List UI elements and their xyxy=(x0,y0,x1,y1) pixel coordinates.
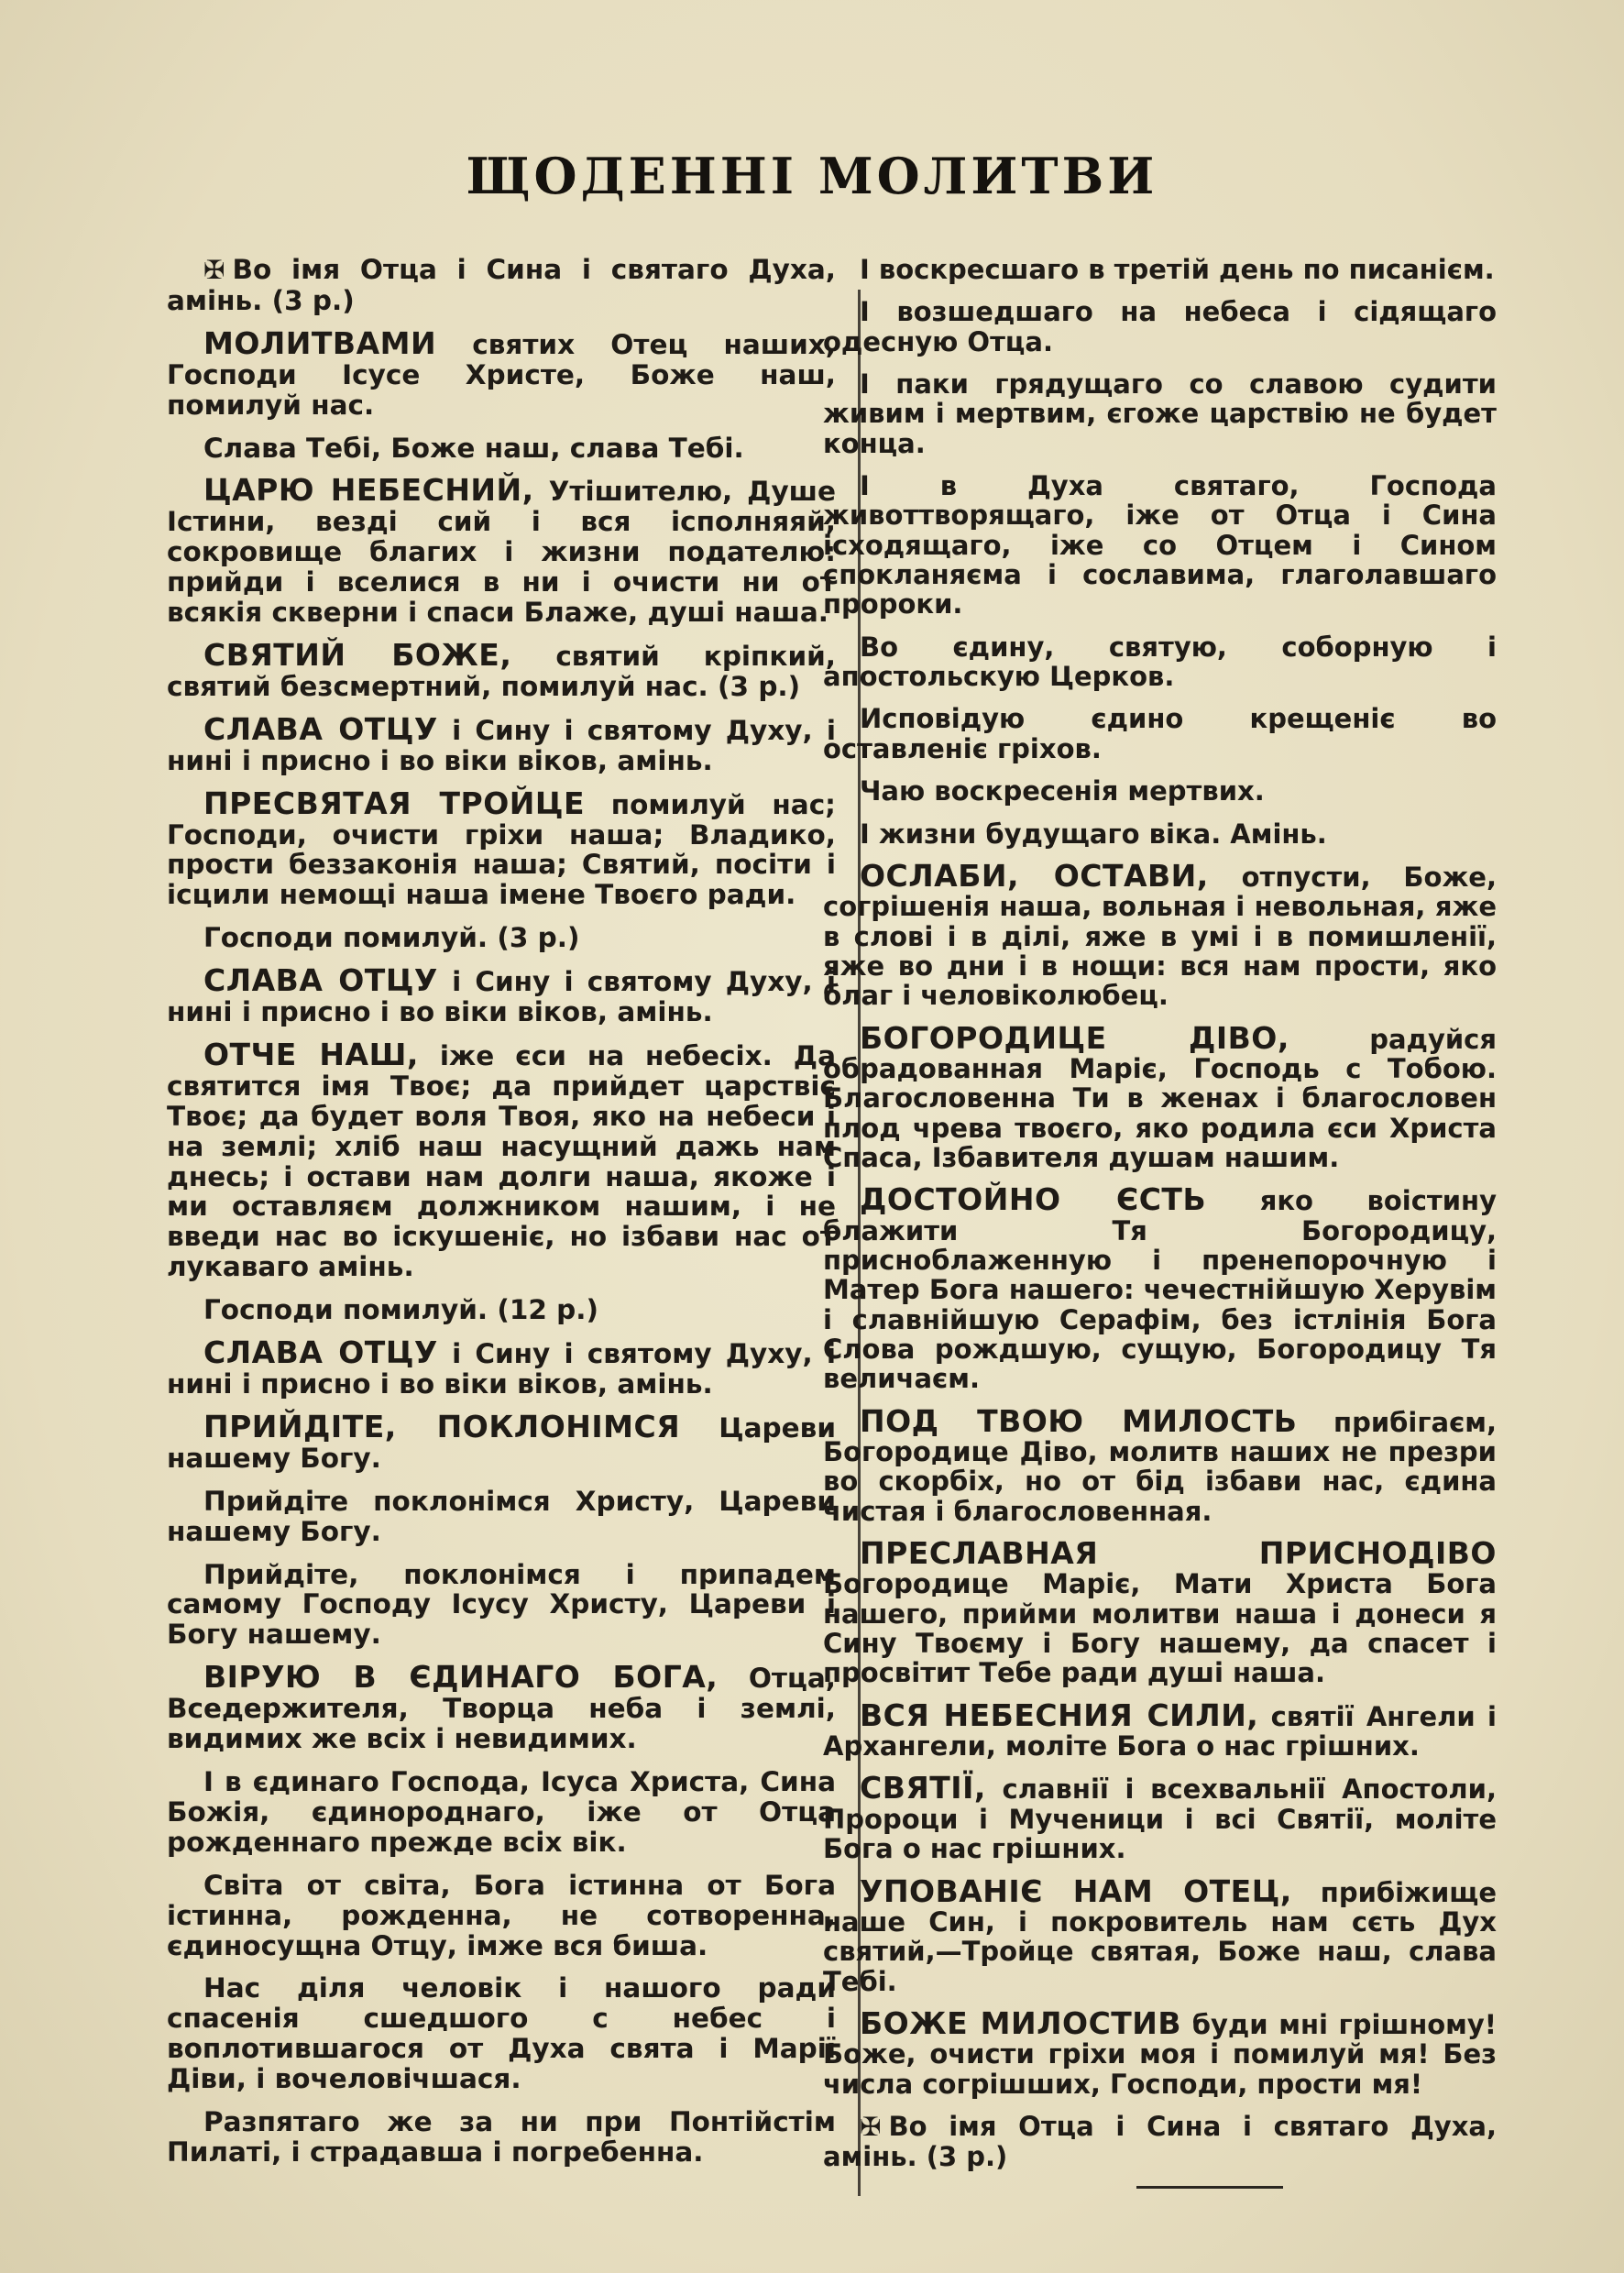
prayer-paragraph xyxy=(167,710,836,776)
prayer-text: святий кріпкий, святий безсмертний, помилуй нас. (3 р.) xyxy=(167,640,836,702)
prayer-text: іже єси на небесіх. Да святится імя Твоє; да прийдет царствіє Твоє; да будет воля Твоя, яко на небеси і на землі; хліб наш насущний дажь нам днесь; і остави нам долги наша, якоже і ми оставляєм должником нашим, і не введи нас во іскушеніє, но ізбави нас от лукаваго амінь. xyxy=(167,1039,836,1283)
prayer-text: і Сину і святому Духу, і нині і присно і во віки віков, амінь. xyxy=(167,1338,836,1400)
prayer-text: Богородице Маріє, Мати Христа Бога нашего, прийми молитви наша і донеси я Сину Твоєму і Богу нашему, да спасет і просвітит Тебе ради душі наша. xyxy=(823,1568,1497,1689)
prayer-text: славнії і всехвальнії Апостоли, Пророци і Мученици і всі Святії, моліте Бога о нас грішних. xyxy=(823,1773,1497,1865)
prayer-text: прибіжище наше Син, і покровитель нам сєть Дух святий,—Тройце святая, Боже наш, слава Тебі. xyxy=(823,1876,1497,1997)
prayer-text: Во імя Отца і Сина і святаго Духа, амінь. (3 р.) xyxy=(167,254,836,316)
prayer-text: Во імя Отца і Сина і святаго Духа, амінь. (3 р.) xyxy=(823,2110,1497,2173)
prayer-paragraph xyxy=(167,1487,836,1547)
prayer-text: Світа от світа, Бога істинна от Бога істинна, рожденна, не сотворенна, єдиносущна Отцу, імже вся биша. xyxy=(167,1869,836,1961)
prayer-text: буди мні грішному! Боже, очисти гріхи моя і помилуй мя! Без числа согрішших, Господи, прости мя! xyxy=(823,2008,1497,2100)
prayer-paragraph xyxy=(167,1334,836,1400)
prayer-heading: СЛАВА ОТЦУ xyxy=(203,1334,438,1371)
prayer-heading: ОСЛАБИ, ОСТАВИ, xyxy=(860,857,1209,894)
prayer-heading: МОЛИТВАМИ xyxy=(203,324,437,361)
prayer-heading: ОТЧЕ НАШ, xyxy=(203,1036,419,1072)
prayer-heading: ДОСТОЙНО ЄСТЬ xyxy=(860,1181,1207,1218)
prayer-text: радуйся обрадованная Маріє, Господь с Тобою. Благословенна Ти в женах і благословен плод чрева твоєго, яко родила єси Христа Спаса, Ізбавителя душам нашим. xyxy=(823,1023,1497,1173)
prayer-text: Исповідую єдино крещеніє во оставленіє гріхов. xyxy=(823,703,1497,764)
prayer-text: Господи помилуй. (12 р.) xyxy=(203,1294,598,1326)
prayer-paragraph xyxy=(823,1770,1497,1865)
prayer-paragraph xyxy=(167,2107,836,2168)
prayer-text: і Сину і святому Духу, і нині і присно і во віки віков, амінь. xyxy=(167,714,836,776)
prayer-paragraph xyxy=(167,1560,836,1651)
prayer-paragraph xyxy=(823,1181,1497,1395)
prayer-text: Нас діля человік і нашого ради спасенія сшедшого с небес і воплотившагося от Духа свята і Марії Діви, і вочеловічшася. xyxy=(167,1972,836,2095)
prayer-text: святих Отец наших, Господи Ісусе Христе, Боже наш, помилуй нас. xyxy=(167,328,836,421)
closing-rule xyxy=(1136,2186,1283,2189)
prayer-heading: СВЯТИЙ БОЖЕ, xyxy=(203,636,512,673)
prayer-heading: ЦАРЮ НЕБЕСНИЙ, xyxy=(203,472,534,509)
prayer-text: помилуй нас; Господи, очисти гріхи наша; Владико, прости беззаконія наша; Святий, посіти і ісцили немощі наша імене Твоєго ради. xyxy=(167,788,836,911)
prayer-paragraph xyxy=(823,1402,1497,1527)
prayer-text: Господи помилуй. (3 р.) xyxy=(203,922,580,954)
prayer-text: отпусти, Боже, согрішенія наша, вольная і невольная, яже в слові і в ділі, яже в умі і в помишленії, яже во дни і в нощи: вся нам прости, яко благ і человіколюбец. xyxy=(823,861,1497,1012)
prayer-paragraph xyxy=(167,785,836,911)
prayer-text: І воскресшаго в третій день по писанієм. xyxy=(860,254,1495,285)
prayer-paragraph xyxy=(167,255,836,316)
prayer-paragraph xyxy=(823,632,1497,692)
prayer-text: Цареви нашему Богу. xyxy=(167,1411,836,1474)
prayer-paragraph xyxy=(167,1295,836,1325)
prayer-text: і Сину і святому Духу, і нині і присно і во віки віков, амінь. xyxy=(167,966,836,1028)
prayer-paragraph xyxy=(167,1871,836,1961)
prayer-heading: БОГОРОДИЦЕ ДІВО, xyxy=(860,1019,1289,1056)
prayer-paragraph xyxy=(167,1767,836,1858)
prayer-paragraph xyxy=(823,2004,1497,2100)
prayer-paragraph xyxy=(823,1872,1497,1997)
prayer-paragraph xyxy=(823,1019,1497,1173)
prayer-paragraph xyxy=(823,819,1497,849)
prayer-text: святії Ангели і Архангели, моліте Бога о нас грішних. xyxy=(823,1700,1497,1762)
prayer-heading: УПОВАНІЄ НАМ ОТЕЦ, xyxy=(860,1872,1292,1909)
prayer-text: Утішителю, Душе Істини, везді сий і вся ісполняяй, сокровище благих і жизни подателю: прийди і вселися в ни і очисти ни от всякія скверни і спаси Блаже, душі наша. xyxy=(167,476,837,629)
prayer-heading: ВІРУЮ В ЄДИНАГО БОГА, xyxy=(203,1659,719,1696)
prayer-paragraph xyxy=(823,1697,1497,1762)
prayer-paragraph xyxy=(167,472,837,629)
prayer-text: Отца, Вседержителя, Творца неба і землі, видимих же всіх і невидимих. xyxy=(167,1663,836,1755)
prayer-paragraph xyxy=(823,857,1497,1012)
prayer-text: І в Духа святаго, Господа животтворящаго, іже от Отца і Сина ісходящаго, іже со Отцем і Сином спокланяєма і сославима, глаголавшаго пророки. xyxy=(823,470,1497,620)
left-column xyxy=(167,255,836,2180)
prayer-text: І жизни будущаго віка. Амінь. xyxy=(860,818,1327,850)
prayer-paragraph xyxy=(823,369,1497,458)
prayer-text: І в єдинаго Господа, Ісуса Христа, Сина Божія, єдинороднаго, іже от Отца рожденнаго прежде всіх вік. xyxy=(167,1765,836,1858)
prayer-heading: СЛАВА ОТЦУ xyxy=(203,710,438,747)
prayer-text: Во єдину, святую, соборную і апостольскую Церков. xyxy=(823,631,1497,693)
prayer-paragraph xyxy=(167,324,836,421)
prayer-paragraph xyxy=(167,1408,836,1474)
prayer-text: Разпятаго же за ни при Понтійстім Пилаті, і страдавша і погребенна. xyxy=(167,2106,836,2168)
cross-icon: ✠ xyxy=(860,2111,882,2142)
prayer-paragraph xyxy=(167,923,836,953)
prayer-paragraph xyxy=(167,1659,836,1755)
prayer-paragraph xyxy=(167,636,836,702)
prayer-heading: ПРИЙДІТЕ, ПОКЛОНІМСЯ xyxy=(203,1408,681,1444)
prayer-text: Чаю воскресенія мертвих. xyxy=(860,775,1265,807)
prayer-paragraph xyxy=(167,1973,836,2094)
right-column xyxy=(823,255,1497,2185)
prayer-paragraph xyxy=(823,1535,1497,1689)
prayer-heading: БОЖЕ МИЛОСТИВ xyxy=(860,2004,1182,2041)
prayer-paragraph xyxy=(823,2112,1497,2172)
prayer-heading: ПРЕСЛАВНАЯ ПРИСНОДІВО xyxy=(860,1535,1497,1572)
page-title: ЩОДЕННІ МОЛИТВИ xyxy=(466,147,1158,205)
prayer-text: Прийдіте, поклонімся і припадем самому Господу Ісусу Христу, Цареви і Богу нашему. xyxy=(167,1558,836,1651)
prayer-paragraph xyxy=(823,255,1497,284)
prayer-heading: СЛАВА ОТЦУ xyxy=(203,962,438,999)
prayer-paragraph xyxy=(823,297,1497,357)
prayer-paragraph xyxy=(823,471,1497,620)
prayer-paragraph xyxy=(167,962,836,1028)
prayer-text: Слава Тебі, Боже наш, слава Тебі. xyxy=(203,432,744,464)
prayer-heading: ПОД ТВОЮ МИЛОСТЬ xyxy=(860,1402,1298,1439)
prayer-paragraph xyxy=(167,434,836,464)
prayer-text: яко воістину блажити Тя Богородицу, присноблаженную і пренепорочную і Матер Бога нашего: чечестнійшую Херувім і славнійшую Серафім, без істлінія Бога Слова рождшую, сущую, Богородицу Тя величаєм. xyxy=(823,1185,1497,1395)
prayer-text: І возшедшаго на небеса і сідящаго одесную Отца. xyxy=(823,296,1497,357)
cross-icon: ✠ xyxy=(203,255,225,285)
prayer-paragraph xyxy=(167,1036,836,1283)
prayer-paragraph xyxy=(823,776,1497,806)
prayer-text: прибігаєм, Богородице Діво, молитв наших не презри во скорбіх, но от бід ізбави нас, єдина чистая і благословенная. xyxy=(823,1406,1497,1527)
prayer-paragraph xyxy=(823,704,1497,763)
prayer-heading: ВСЯ НЕБЕСНИЯ СИЛИ, xyxy=(860,1697,1259,1733)
prayer-heading: ПРЕСВЯТАЯ ТРОЙЦЕ xyxy=(203,785,586,821)
prayer-text: Прийдіте поклонімся Христу, Цареви нашему Богу. xyxy=(167,1485,836,1547)
prayer-text: І паки грядущаго со славою судити живим і мертвим, єгоже царствію не будет конца. xyxy=(823,368,1497,459)
prayer-heading: СВЯТІЇ, xyxy=(860,1770,986,1806)
